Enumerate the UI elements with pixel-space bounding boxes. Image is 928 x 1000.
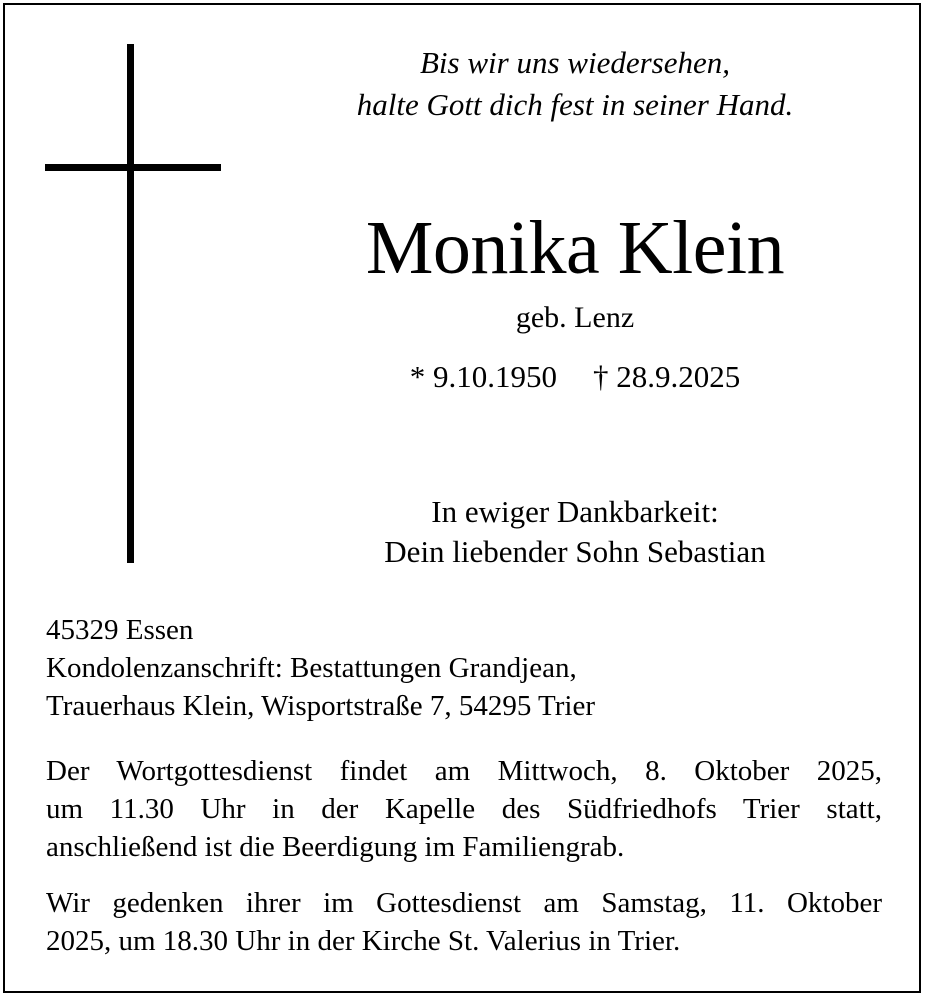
thanks-block bbox=[300, 492, 850, 572]
memorial-line-1: Wir gedenken ihrer im Gottesdienst am Samstag, 11. Oktober bbox=[46, 887, 882, 919]
service-line-1: Der Wortgottesdienst findet am Mittwoch, 8. Oktober 2025, bbox=[46, 755, 882, 787]
thanks-line-1: In ewiger Dankbarkeit: bbox=[431, 494, 719, 529]
death-date: † 28.9.2025 bbox=[593, 359, 741, 394]
thanks-line-2: Dein liebender Sohn Sebastian bbox=[384, 534, 766, 569]
address-line-1: 45329 Essen bbox=[46, 614, 194, 646]
address-line-3: Trauerhaus Klein, Wisportstraße 7, 54295 Trier bbox=[46, 690, 595, 722]
address-line-2: Kondolenzanschrift: Bestattungen Grandjean, bbox=[46, 652, 577, 684]
memorial-line-2: 2025, um 18.30 Uhr in der Kirche St. Valerius in Trier. bbox=[46, 925, 681, 957]
birth-date: * 9.10.1950 bbox=[409, 359, 557, 394]
cross-icon-horizontal-beam bbox=[45, 164, 221, 171]
maiden-name: geb. Lenz bbox=[515, 301, 635, 334]
motto-line-2: halte Gott dich fest in seiner Hand. bbox=[356, 87, 794, 122]
cross-icon-vertical-beam bbox=[127, 44, 134, 563]
motto bbox=[300, 42, 850, 126]
memorial-service-paragraph bbox=[46, 884, 882, 960]
motto-line-1: Bis wir uns wiedersehen, bbox=[420, 45, 730, 80]
funeral-service-paragraph bbox=[46, 752, 882, 866]
deceased-name: Monika Klein bbox=[365, 206, 785, 290]
life-dates bbox=[300, 358, 850, 396]
service-line-3: anschließend ist die Beerdigung im Familiengrab. bbox=[46, 831, 625, 863]
service-line-2: um 11.30 Uhr in der Kapelle des Südfriedhofs Trier statt, bbox=[46, 793, 882, 825]
address-block bbox=[46, 611, 886, 725]
